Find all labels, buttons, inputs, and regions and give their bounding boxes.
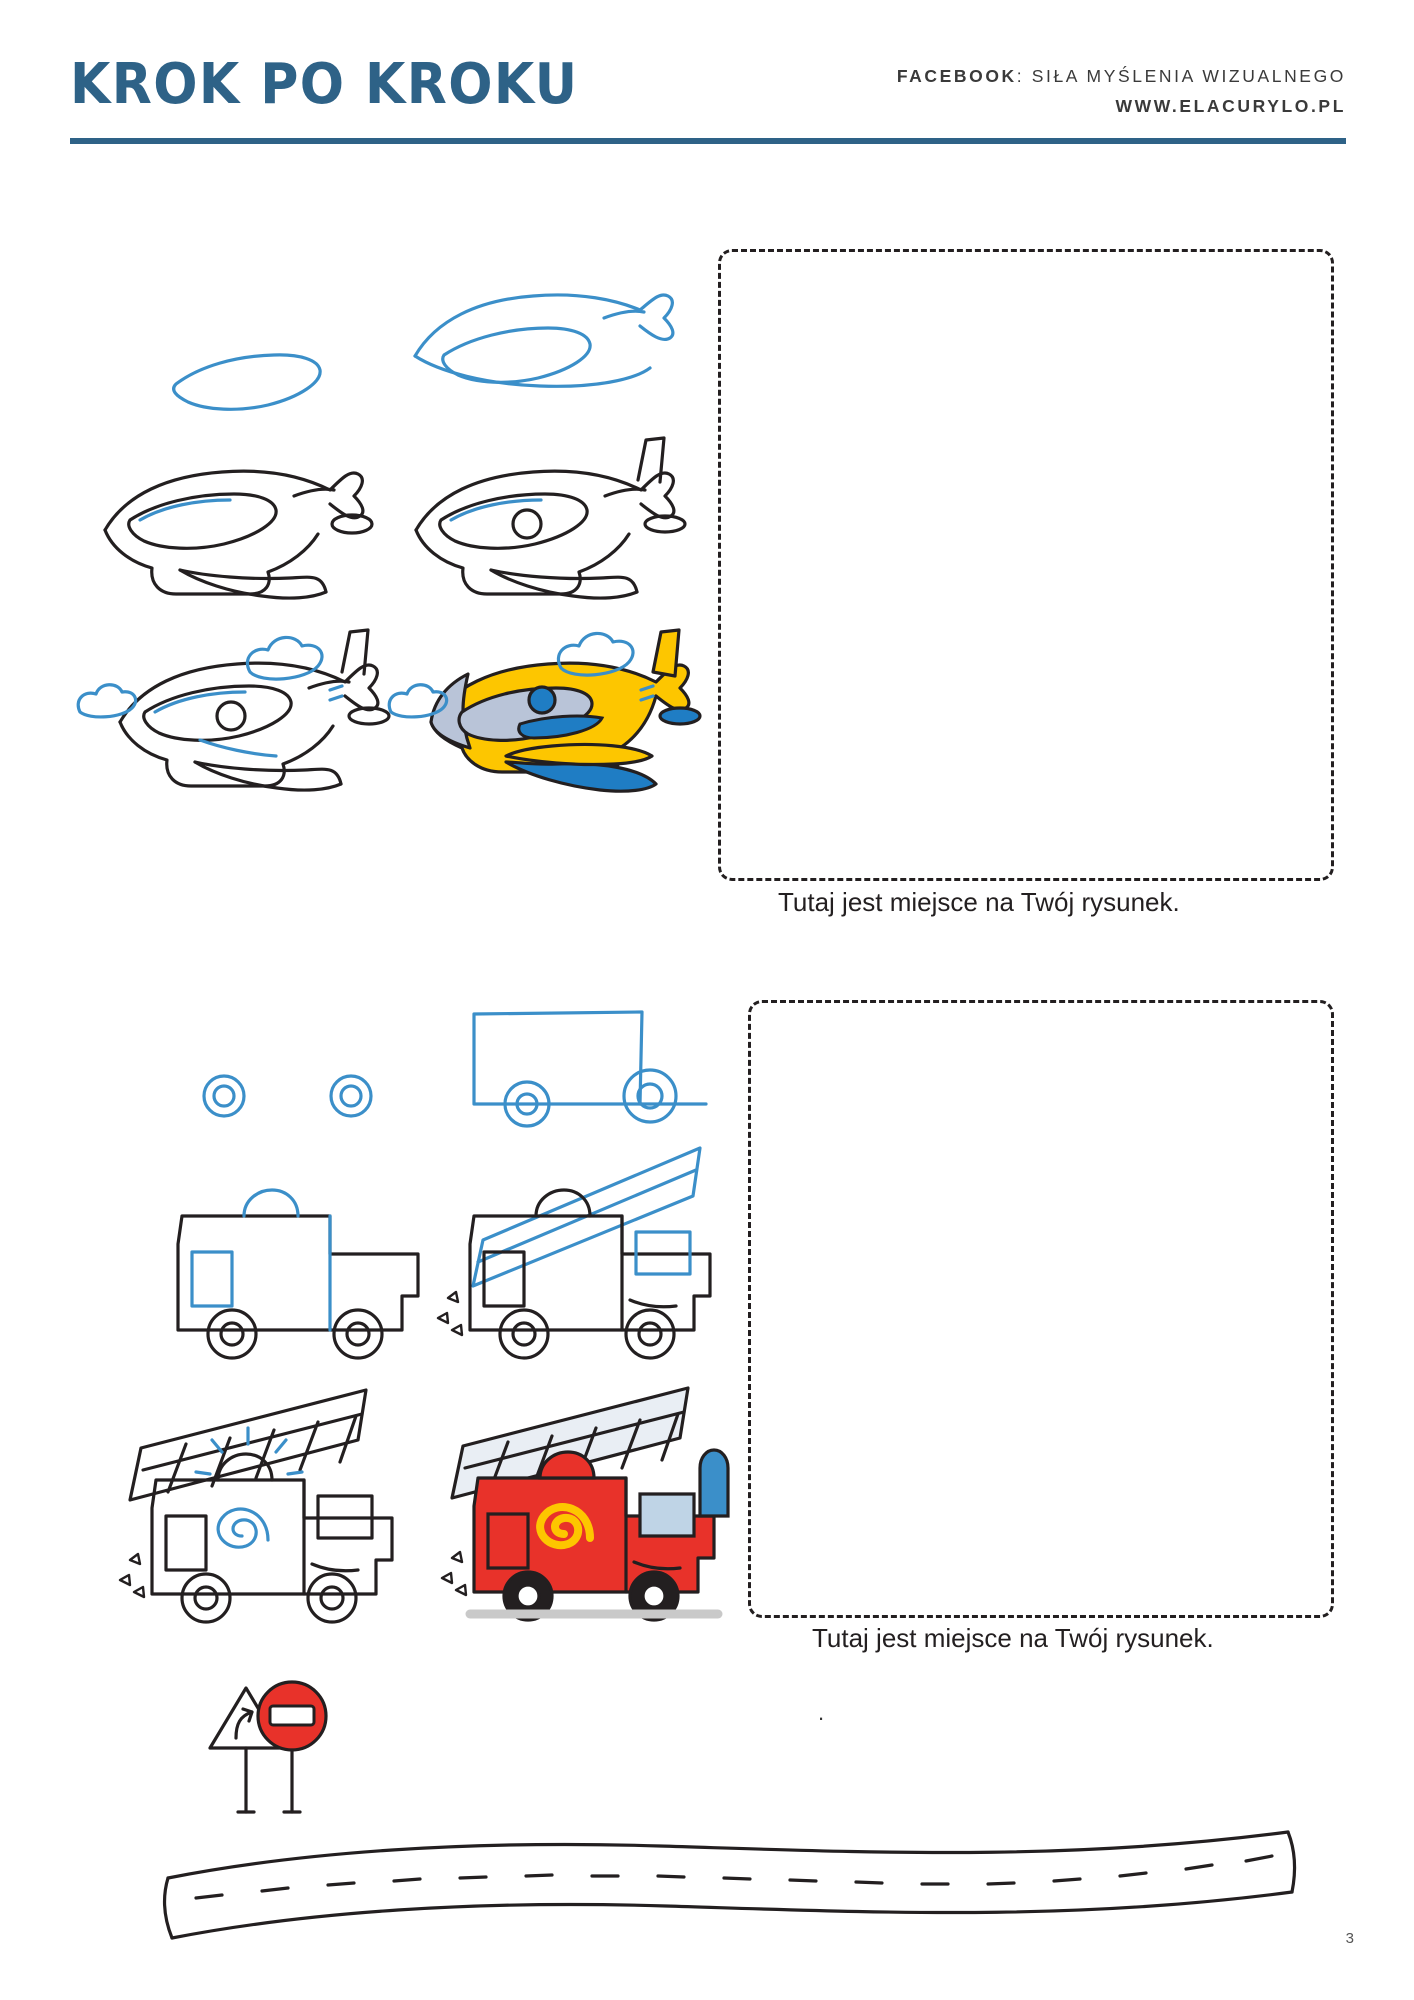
firetruck-step-1 — [204, 1076, 371, 1116]
airplane-step-2 — [415, 295, 673, 386]
website-line: WWW.ELACURYLO.PL — [1115, 96, 1346, 116]
header-divider — [70, 138, 1346, 144]
page-header — [70, 52, 1346, 148]
facebook-value: : SIŁA MYŚLENIA WIZUALNEGO — [1016, 66, 1346, 86]
caption-airplane: Tutaj jest miejsce na Twój rysunek. — [778, 887, 1180, 917]
firetruck-step-2 — [474, 1012, 706, 1126]
firetruck-step-6-colored — [442, 1388, 728, 1620]
drawing-box-firetruck[interactable] — [748, 1000, 1334, 1618]
stray-mark: . — [818, 1700, 825, 1725]
page-number: 3 — [1345, 1930, 1354, 1947]
airplane-step-5 — [78, 630, 389, 790]
airplane-step-6-colored — [389, 630, 700, 791]
page-title: KROK PO KROKU — [70, 52, 579, 117]
airplane-step-4 — [416, 438, 685, 598]
airplane-step-3 — [105, 471, 372, 598]
airplane-step-1 — [174, 355, 320, 409]
facebook-line — [897, 66, 1346, 87]
facebook-label: FACEBOOK — [896, 66, 1017, 86]
drawing-box-airplane[interactable] — [718, 249, 1334, 881]
header-links — [897, 66, 1346, 117]
firetruck-step-5 — [120, 1390, 392, 1622]
caption-firetruck: Tutaj jest miejsce na Twój rysunek. — [812, 1623, 1214, 1653]
firetruck-step-3 — [178, 1190, 418, 1358]
road-scene — [165, 1682, 1295, 1938]
firetruck-step-4 — [438, 1148, 710, 1358]
